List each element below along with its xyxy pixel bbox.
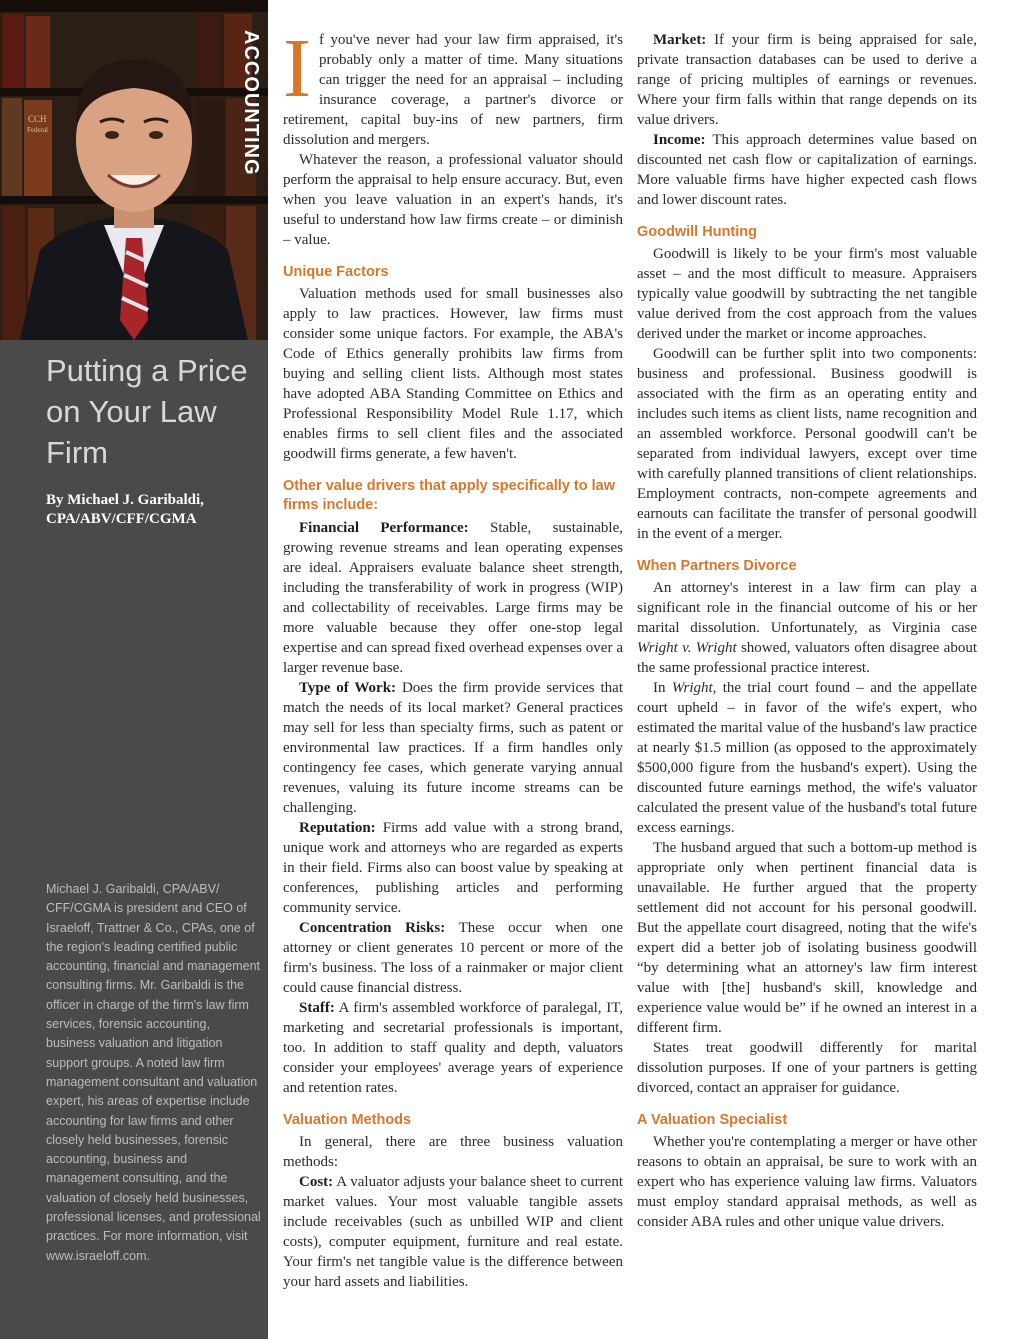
author-bio: Michael J. Garibaldi, CPA/ABV/ CFF/CGMA is president and CEO of Israeloff, Trattner & Co., CPAs, one of the region's leading certified public accounting, financial and management consulting firms. Mr. Garibaldi is the officer in charge of the firm's law firm services, forensic accounting, business valuation and litigation support groups. A noted law firm management consultant and valuation expert, his areas of expertise include accounting for law firms and other closely held businesses, forensic accounting, business and management consulting, and the valuation of closely held businesses, professional licenses, and professional practices. For more information, visit www.israeloff.com. (46, 882, 261, 1263)
cost-text: A valuator adjusts your balance sheet to current market values. Your most valuable tangible assets include receivables (such as unbilled WIP and client costs), computer equipment, furniture and real estate. Your firm's net tangible value is the difference between your hard assets and liabilities. (283, 1174, 623, 1290)
unique-factors-paragraph: Valuation methods used for small businesses also apply to law practices. However, law firms must consider some unique factors. For example, the ABA's Code of Ethics generally prohibits law firms from buying and selling client lists. Although most states have adopted ABA Standing Committee on Ethics and Professional Responsibility Model Rule 1.17, which enables firms to sell client files and the associated goodwill firms generate, a few haven't. (283, 286, 623, 462)
cost-label: Cost: (299, 1174, 334, 1190)
market-text: If your firm is being appraised for sale, private transaction databases can be used to derive a range of pricing multiples of earnings or revenues. Where your firm falls within that range depends on its value drivers. (637, 32, 977, 128)
divorce-paragraph-2 (637, 678, 977, 838)
case-name-short: Wright (671, 680, 713, 696)
staff-paragraph (283, 998, 623, 1098)
income-label: Income: (653, 132, 706, 148)
intro-paragraph-2: Whatever the reason, a professional valuator should perform the appraisal to help ensure accuracy. But, even when you leave valuation in an expert's hands, it's useful to understand how law firms create – or diminish – value. (283, 152, 623, 248)
heading-unique-factors: Unique Factors (283, 264, 389, 280)
heading-goodwill-hunting: Goodwill Hunting (637, 224, 758, 240)
case-name: Wright v. Wright (637, 640, 737, 656)
income-paragraph (637, 130, 977, 210)
financial-performance-paragraph (283, 518, 623, 678)
divorce-p2-text-a: In (653, 680, 672, 696)
article-column-2 (637, 30, 977, 1232)
drop-cap: I (283, 22, 311, 115)
concentration-risks-text: These occur when one attorney or client generates 10 percent or more of the firm's business. The loss of a rainmaker or major client could cause financial distress. (283, 920, 623, 996)
reputation-paragraph (283, 818, 623, 918)
staff-text: A firm's assembled workforce of paralegal, IT, marketing and secretarial professionals is important, too. In addition to staff quality and depth, valuators consider your employees' average years of experience and retention rates. (283, 1000, 623, 1096)
goodwill-paragraph-2: Goodwill can be further split into two components: business and professional. Business goodwill is associated with the firm as an operating entity and includes such items as client lists, name recognition and an assembled workforce. Personal goodwill can't be separated from individual lawyers, except over time with carefully planned transitions of client relationships. Employment contracts, non-compete agreements and earnouts can facilitate the transfer of personal goodwill in the event of a merger. (637, 346, 977, 542)
type-of-work-label: Type of Work: (299, 680, 397, 696)
article-column-1 (283, 22, 623, 1292)
heading-value-drivers: Other value drivers that apply specifically to law firms include: (283, 478, 616, 513)
sidebar (0, 0, 268, 1339)
heading-when-partners-divorce: When Partners Divorce (637, 558, 797, 574)
concentration-risks-paragraph (283, 918, 623, 998)
divorce-p1-text-b: showed, valuators often disagree about the same professional practice interest. (637, 640, 977, 676)
income-text: This approach determines value based on discounted net cash flow or capitalization of earnings. More valuable firms have higher expected cash flows and lower discount rates. (637, 132, 977, 208)
valuation-methods-paragraph: In general, there are three business valuation methods: (283, 1134, 623, 1170)
intro-paragraph-1 (283, 22, 623, 150)
reputation-label: Reputation: (299, 820, 376, 836)
staff-label: Staff: (299, 1000, 335, 1016)
type-of-work-paragraph (283, 678, 623, 818)
reputation-text: Firms add value with a strong brand, unique work and attorneys who are regarded as experts in their field. Firms also can boost value by speaking at conferences, publishing articles and performing community service. (283, 820, 623, 916)
divorce-p2-text-b: , the trial court found – and the appellate court upheld – in favor of the wife's expert, who estimated the marital value of the husband's law practice at nearly $1.5 million (as opposed to the approximately $500,000 figure from the husband's expert). Using the discounted future earnings method, the wife's valuator calculated the present value of the husband's total future excess earnings. (637, 680, 977, 836)
svg-text:CCH: CCH (28, 114, 47, 124)
market-label: Market: (653, 32, 707, 48)
heading-valuation-methods: Valuation Methods (283, 1112, 412, 1128)
byline-name: By Michael J. Garibaldi, (46, 492, 204, 508)
financial-performance-text: Stable, sustainable, growing revenue streams and lean operating expenses are ideal. Appraisers evaluate balance sheet strength, including the transferability of work in progress (WIP) and collectability of receivables. Large firms may be more valuable because they offer one-stop legal expertise and can spread fixed overhead expenses over a larger revenue base. (283, 520, 623, 676)
svg-text:Federal: Federal (27, 126, 48, 134)
divorce-paragraph-1 (637, 578, 977, 678)
specialist-paragraph: Whether you're contemplating a merger or have other reasons to obtain an appraisal, be sure to work with an expert who has experience valuing law firms. Valuators must employ standard appraisal methods, as well as consider ABA rules and other unique value drivers. (637, 1134, 977, 1230)
article-title: Putting a Price on Your Law Firm (46, 353, 248, 470)
author-photo (0, 0, 268, 340)
market-paragraph (637, 30, 977, 130)
intro-text-1: f you've never had your law firm appraised, it's probably only a matter of time. Many situations can trigger the need for an appraisal – including insurance coverage, a partner's divorce or retirement, capital buy-ins of new partners, firm dissolution and mergers. (283, 32, 623, 148)
section-label: ACCOUNTING (240, 30, 262, 176)
byline (46, 491, 261, 529)
cost-paragraph (283, 1172, 623, 1292)
goodwill-paragraph-1: Goodwill is likely to be your firm's most valuable asset – and the most difficult to measure. Appraisers typically value goodwill by subtracting the net tangible value derived from the cost approach from the values derived under the market or income approaches. (637, 246, 977, 342)
concentration-risks-label: Concentration Risks: (299, 920, 446, 936)
type-of-work-text: Does the firm provide services that match the needs of its local market? General practices may sell for less than specialty firms, such as patent or environmental law practices. If a firm handles only contingency fee cases, which generate varying annual revenues, valuing its future income streams can be challenging. (283, 680, 623, 816)
financial-performance-label: Financial Performance: (299, 520, 469, 536)
heading-valuation-specialist: A Valuation Specialist (637, 1112, 788, 1128)
divorce-paragraph-4: States treat goodwill differently for marital dissolution purposes. If one of your partners is getting divorced, contact an appraiser for guidance. (637, 1040, 977, 1096)
byline-credentials: CPA/ABV/CFF/CGMA (46, 511, 197, 527)
divorce-p1-text-a: An attorney's interest in a law firm can play a significant role in the financial outcome of his or her marital dissolution. Unfortunately, as Virginia case (637, 580, 977, 636)
divorce-paragraph-3: The husband argued that such a bottom-up method is appropriate only when pertinent financial data is unavailable. He further argued that the property settlement did not account for his personal goodwill. But the appellate court disagreed, noting that the wife's expert did a better job of isolating business goodwill “by determining what an attorney's law firm interest value with [the] husband's skill, knowledge and experience value would be” if he owned an interest in a different firm. (637, 840, 977, 1036)
author-portrait-illustration (0, 0, 268, 340)
